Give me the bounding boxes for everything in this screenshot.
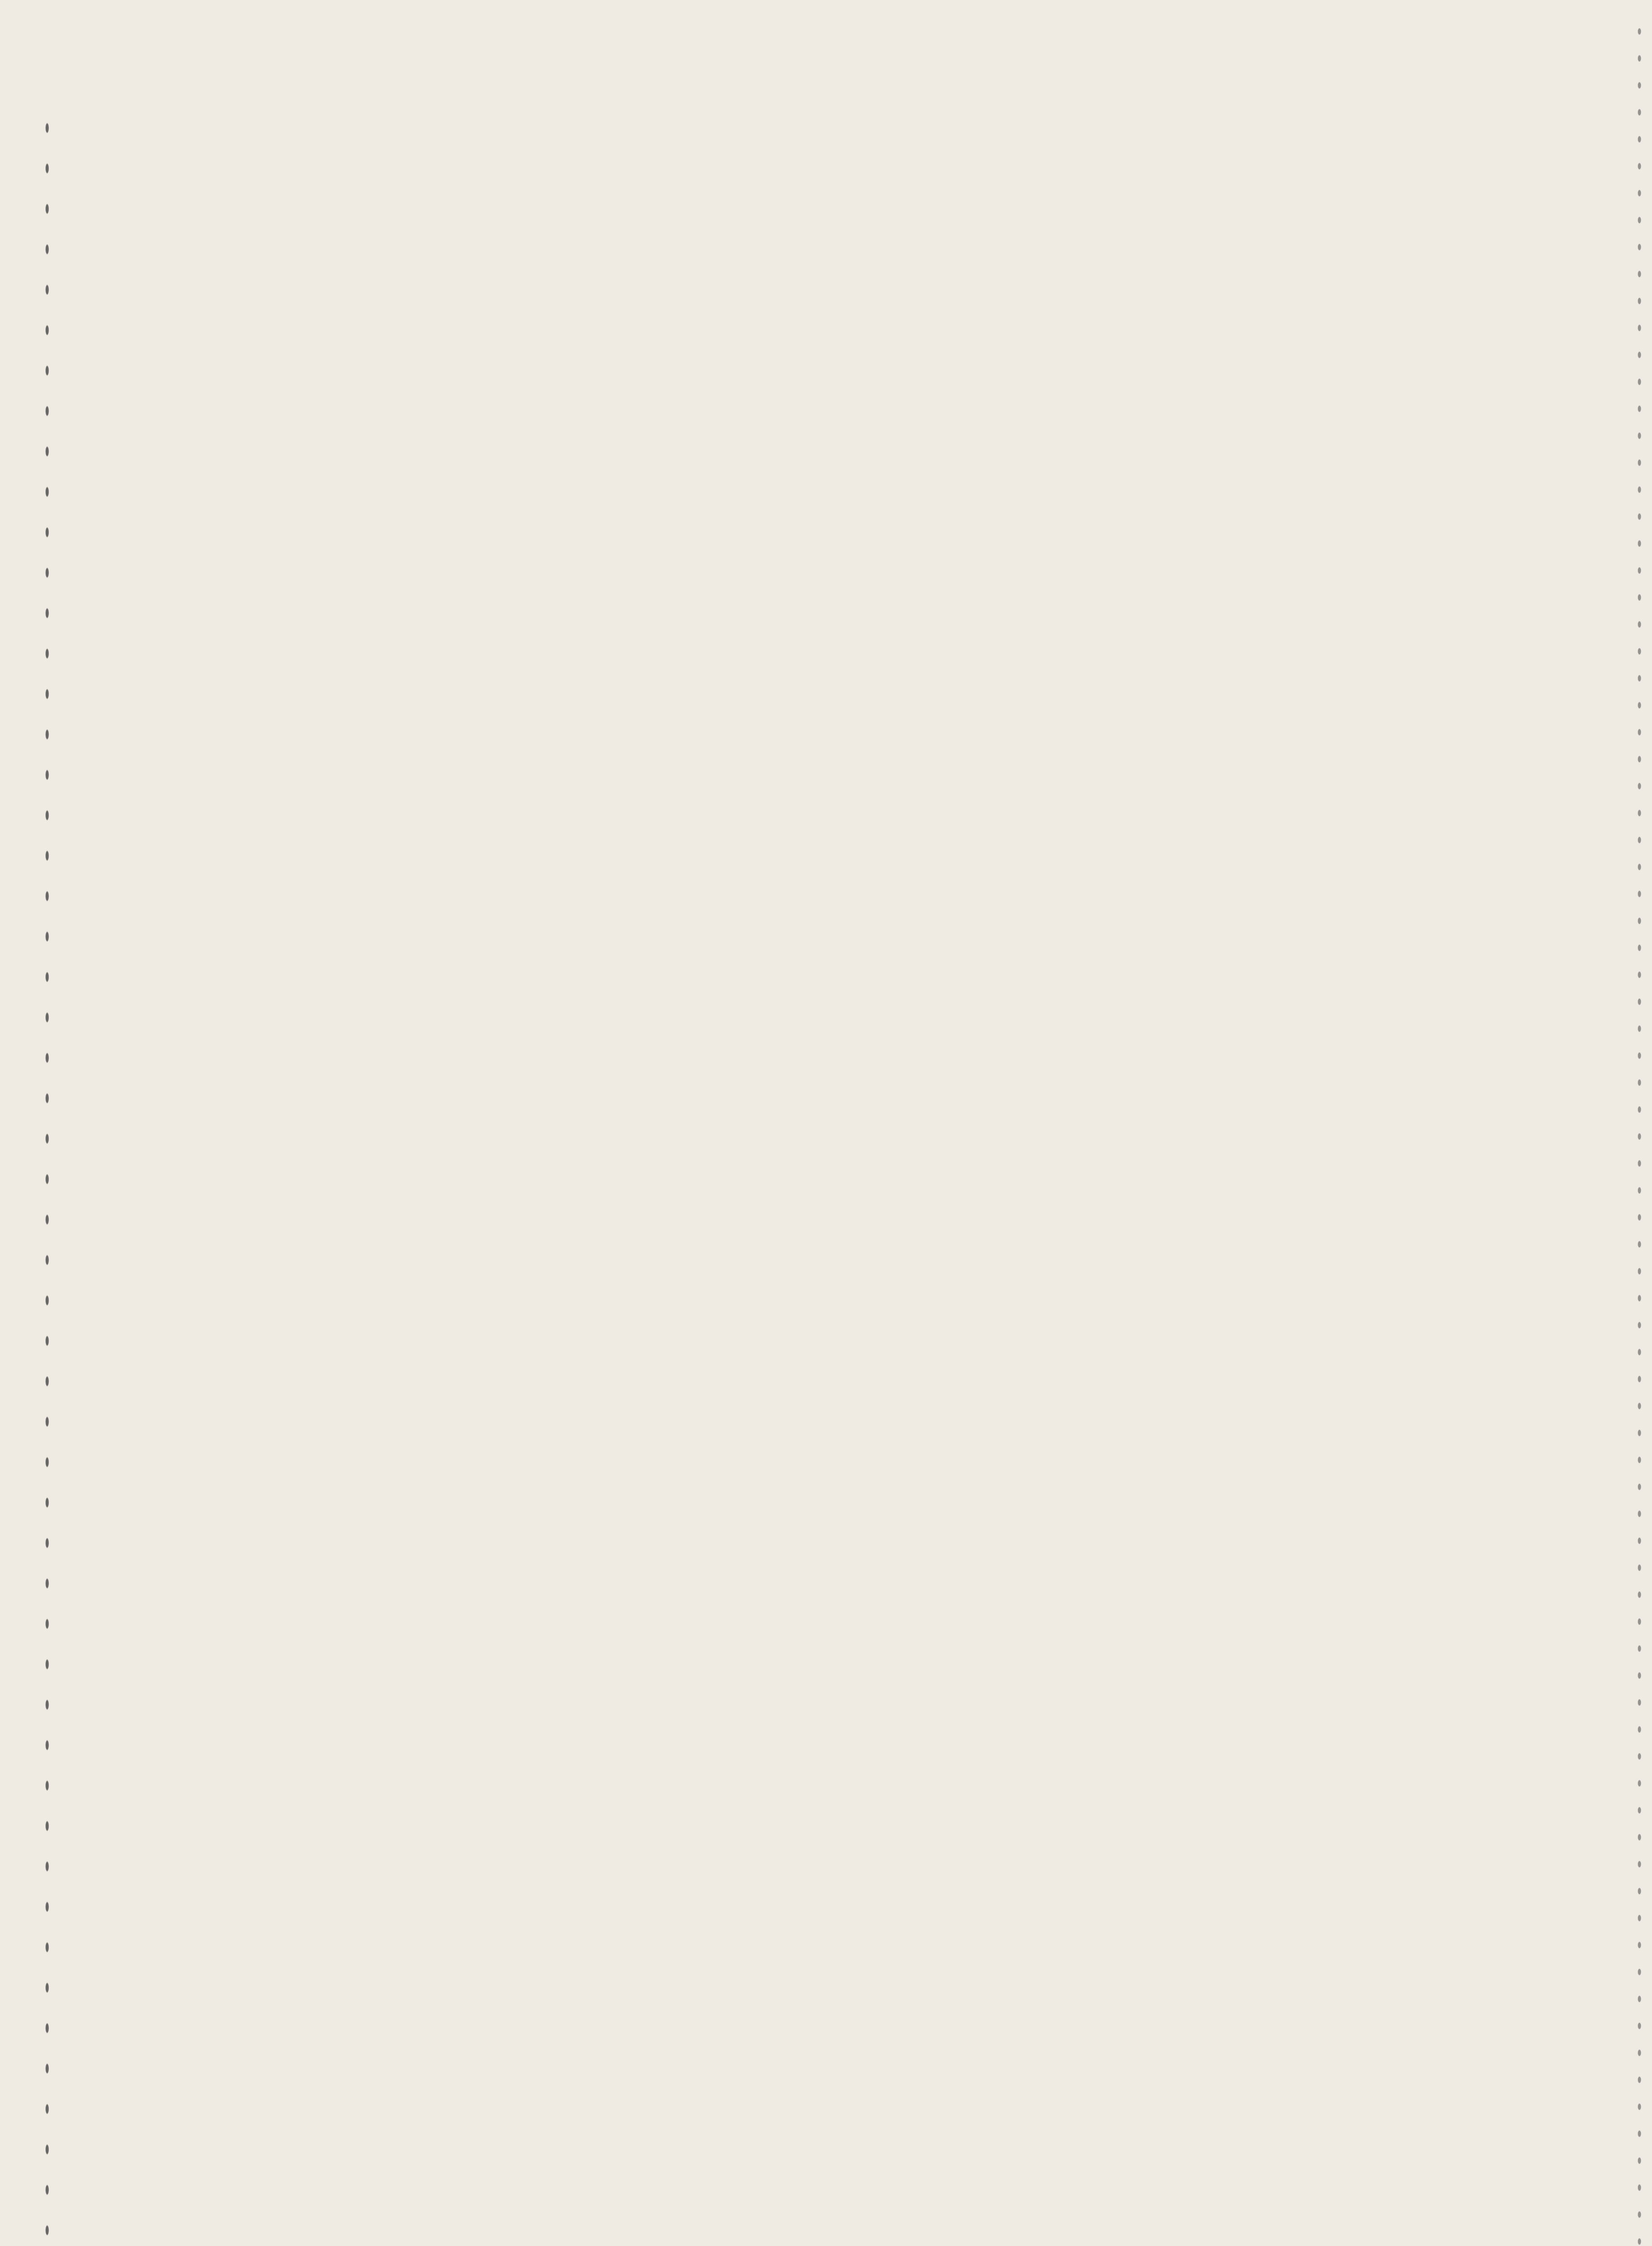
column-2 [559,121,1047,2237]
left-margin-border [40,108,54,2246]
column-1 [97,121,550,2246]
right-margin-border [1633,18,1646,2246]
column-3 [1060,121,1554,2246]
